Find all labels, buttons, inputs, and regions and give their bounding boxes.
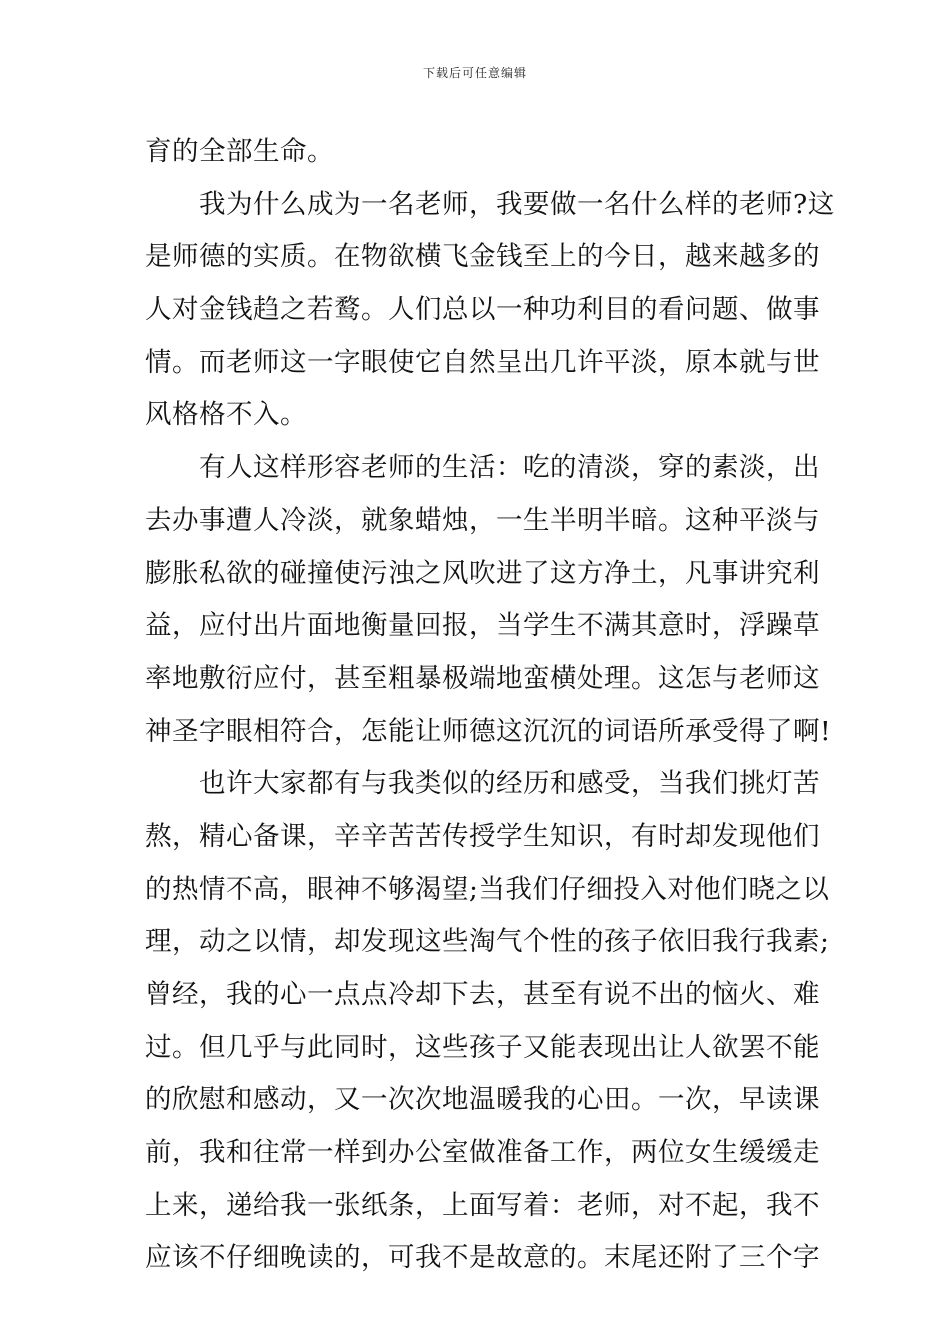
text-line: 膨胀私欲的碰撞使污浊之风吹进了这方净土，凡事讲究利: [145, 557, 820, 589]
text-line: 应该不仔细晚读的，可我不是故意的。末尾还附了三个字: [145, 1242, 820, 1274]
text-line: 是师德的实质。在物欲横飞金钱至上的今日，越来越多的: [145, 241, 820, 273]
document-body: [145, 126, 835, 1285]
text-line: 我为什么成为一名老师，我要做一名什么样的老师?这: [199, 188, 835, 220]
text-line: 神圣字眼相符合，怎能让师德这沉沉的词语所承受得了啊!: [145, 715, 832, 747]
text-line: 人对金钱趋之若鹜。人们总以一种功利目的看问题、做事: [145, 294, 820, 326]
text-line: 熬，精心备课，辛辛苦苦传授学生知识，有时却发现他们: [145, 820, 820, 852]
text-line: 的热情不高，眼神不够渴望;当我们仔细投入对他们晓之以: [145, 873, 830, 905]
text-line: 的欣慰和感动，又一次次地温暖我的心田。一次，早读课: [145, 1084, 820, 1116]
text-line: 育的全部生命。: [145, 136, 334, 167]
text-line: 风格格不入。: [145, 399, 307, 431]
text-line: 益，应付出片面地衡量回报，当学生不满其意时，浮躁草: [145, 610, 820, 642]
text-line: 去办事遭人冷淡，就象蜡烛，一生半明半暗。这种平淡与: [145, 504, 820, 536]
text-line: 也许大家都有与我类似的经历和感受，当我们挑灯苦: [199, 768, 820, 800]
text-line: 前，我和往常一样到办公室做准备工作，两位女生缓缓走: [145, 1137, 820, 1169]
page-header: 下载后可任意编辑: [422, 66, 527, 80]
text-line: 过。但几乎与此同时，这些孩子又能表现出让人欲罢不能: [145, 1031, 820, 1063]
text-line: 理，动之以情，却发现这些淘气个性的孩子依旧我行我素;: [145, 926, 830, 958]
text-line: 上来，递给我一张纸条，上面写着：老师，对不起，我不: [145, 1189, 820, 1221]
text-line: 率地敷衍应付，甚至粗暴极端地蛮横处理。这怎与老师这: [145, 662, 820, 694]
text-line: 曾经，我的心一点点冷却下去，甚至有说不出的恼火、难: [145, 979, 820, 1010]
text-line: 有人这样形容老师的生活：吃的清淡，穿的素淡，出: [199, 452, 820, 484]
text-line: 情。而老师这一字眼使它自然呈出几许平淡，原本就与世: [145, 346, 820, 378]
